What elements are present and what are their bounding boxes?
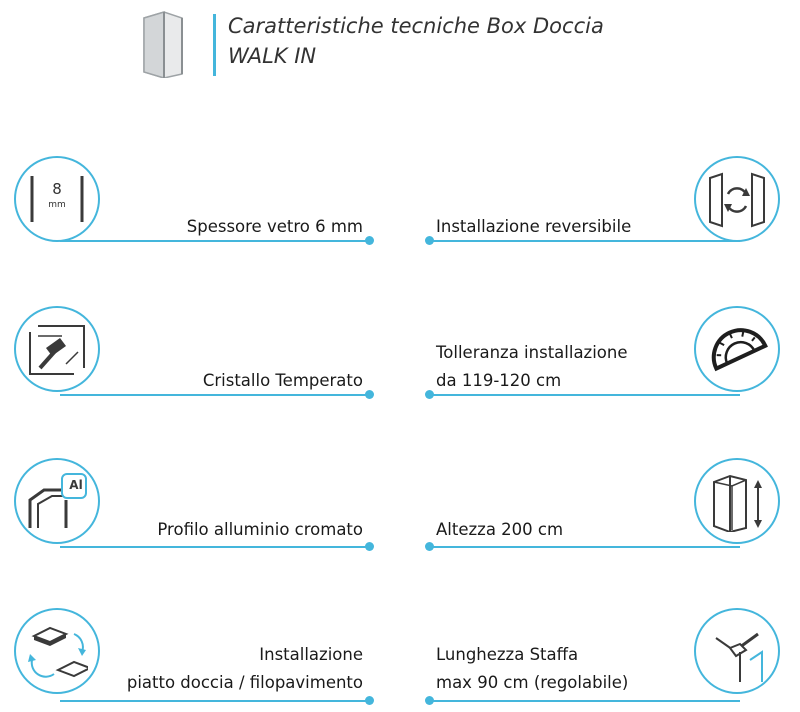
connector-dot [425, 390, 434, 399]
shower-tray-icon [26, 620, 88, 682]
connector-dot [365, 696, 374, 705]
hammer-glass-icon [26, 318, 88, 380]
feature-label-tolerance-line2: da 119-120 cm [436, 371, 562, 390]
tolerance-badge [694, 306, 780, 392]
feature-label-bracket-line2: max 90 cm (regolabile) [436, 673, 629, 692]
feature-label-tolerance-line1: Tolleranza installazione [436, 343, 628, 362]
connector-dot [365, 542, 374, 551]
tray-badge [14, 608, 100, 694]
header-accent-bar [213, 14, 216, 76]
glass-thickness-unit: mm [48, 200, 66, 210]
connector-dot [365, 236, 374, 245]
glass-thickness-icon [26, 168, 88, 230]
feature-label-glass-thickness: Spessore vetro 6 mm [186, 217, 363, 236]
connector-line [60, 546, 371, 548]
connector-dot [425, 696, 434, 705]
glass-thickness-value: 8 [52, 180, 62, 198]
wall-bracket-icon [706, 620, 768, 682]
connector-dot [365, 390, 374, 399]
feature-label-profile: Profilo alluminio cromato [157, 520, 363, 539]
feature-label-bracket-line1: Lunghezza Staffa [436, 645, 579, 664]
feature-label-tray-line2: piatto doccia / filopavimento [126, 673, 363, 692]
reversible-badge [694, 156, 780, 242]
connector-line [430, 700, 740, 702]
connector-line [60, 700, 371, 702]
bracket-badge [694, 608, 780, 694]
connector-line [430, 546, 740, 548]
aluminium-badge-text: Al [69, 478, 83, 492]
connector-dot [425, 236, 434, 245]
page-subtitle: WALK IN [228, 44, 317, 68]
profile-badge [14, 458, 100, 544]
height-box-icon [706, 470, 768, 532]
protractor-icon [706, 318, 768, 380]
feature-label-reversible: Installazione reversibile [436, 217, 632, 236]
feature-label-tray-line1: Installazione [259, 645, 363, 664]
tempered-badge [14, 306, 100, 392]
feature-label-height: Altezza 200 cm [436, 520, 564, 539]
glass-thickness-badge [14, 156, 100, 242]
reversible-door-icon [706, 168, 768, 230]
shower-box-icon [138, 10, 188, 78]
page-title: Caratteristiche tecniche Box Doccia [228, 14, 604, 38]
height-badge [694, 458, 780, 544]
connector-dot [425, 542, 434, 551]
feature-label-tempered: Cristallo Temperato [202, 371, 363, 390]
